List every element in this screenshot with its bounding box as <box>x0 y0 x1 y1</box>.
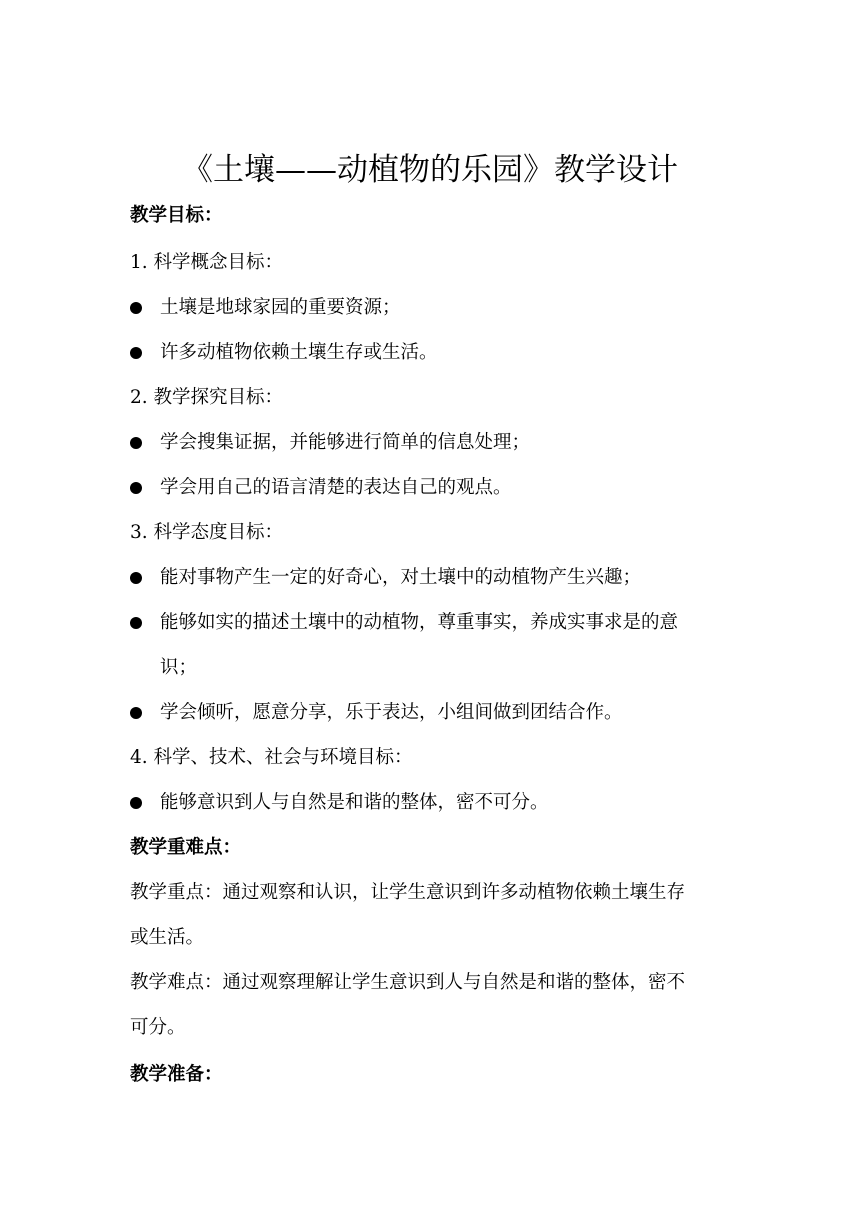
difficulty-text-line2: 可分。 <box>130 1017 186 1038</box>
list-item-text: 学会用自己的语言清楚的表达自己的观点。 <box>160 477 512 498</box>
list-item-text: 学会搜集证据，并能够进行简单的信息处理； <box>160 432 531 453</box>
list-item-text: 土壤是地球家园的重要资源； <box>160 297 401 318</box>
bullet-icon <box>130 482 142 494</box>
list-item-text: 识； <box>160 657 198 678</box>
document-title: 《土壤——动植物的乐园》教学设计 <box>182 152 678 188</box>
list-item-text: 许多动植物依赖土壤生存或生活。 <box>160 342 438 363</box>
bullet-icon <box>130 302 142 314</box>
goal3-label: 3. 科学态度目标： <box>130 522 284 543</box>
list-item-text: 能够如实的描述土壤中的动植物，尊重事实，养成实事求是的意 <box>160 612 679 633</box>
list-item-text: 能够意识到人与自然是和谐的整体，密不可分。 <box>160 792 549 813</box>
bullet-icon <box>130 437 142 449</box>
key-point-text-line2: 或生活。 <box>130 927 205 948</box>
bullet-icon <box>130 347 142 359</box>
bullet-icon <box>130 797 142 809</box>
list-item-text: 学会倾听，愿意分享，乐于表达，小组间做到团结合作。 <box>160 702 623 723</box>
bullet-icon <box>130 572 142 584</box>
preparation-heading: 教学准备： <box>130 1064 223 1085</box>
goals-heading: 教学目标： <box>130 205 223 226</box>
bullet-icon <box>130 617 142 629</box>
bullet-icon <box>130 707 142 719</box>
key-point-text-line1: 教学重点：通过观察和认识，让学生意识到许多动植物依赖土壤生存 <box>130 882 686 903</box>
goal4-label: 4. 科学、技术、社会与环境目标： <box>130 747 413 768</box>
difficulty-text-line1: 教学难点：通过观察理解让学生意识到人与自然是和谐的整体，密不 <box>130 972 686 993</box>
list-item-text: 能对事物产生一定的好奇心，对土壤中的动植物产生兴趣； <box>160 567 642 588</box>
goal2-label: 2. 教学探究目标： <box>130 387 284 408</box>
goal1-label: 1. 科学概念目标： <box>130 252 284 273</box>
key-points-heading: 教学重难点： <box>130 837 242 858</box>
